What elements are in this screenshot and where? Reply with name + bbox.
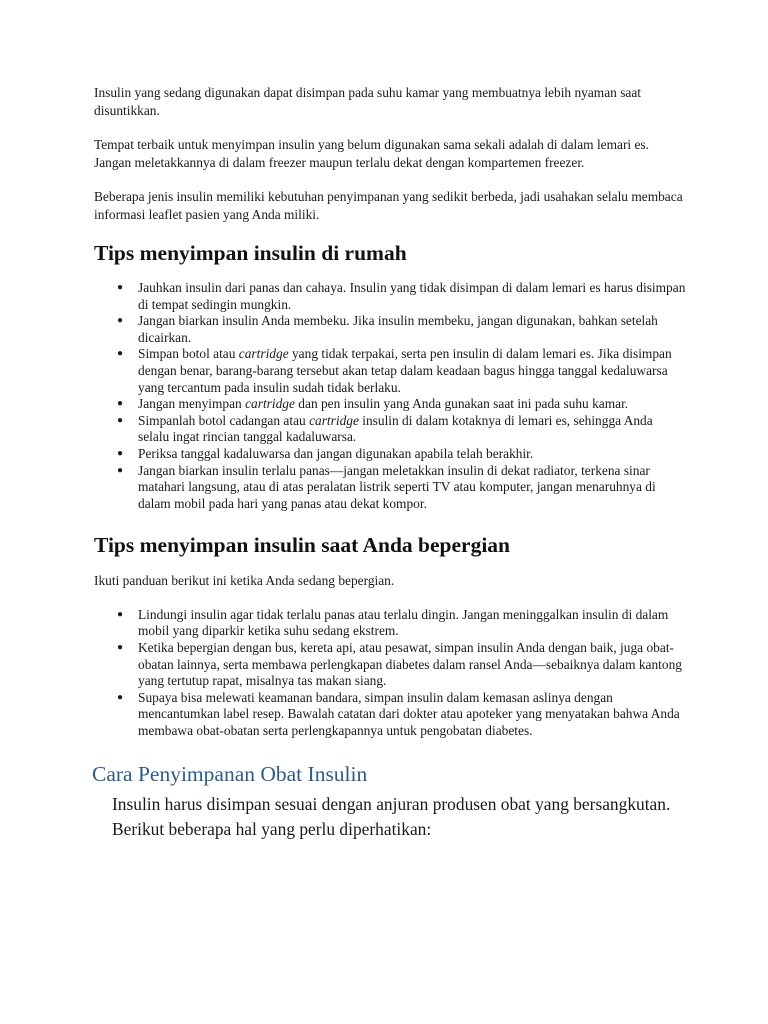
travel-tips-list: [94, 607, 686, 740]
list-item-text: Jangan menyimpan: [138, 396, 246, 412]
list-item-text: Lindungi insulin agar tidak terlalu panas atau terlalu dingin. Jangan meninggalkan insulin di dalam mobil yang diparkir ketika suhu sedang ekstrem.: [138, 606, 669, 639]
list-item: [117, 445, 686, 463]
list-item: [117, 412, 686, 446]
bullet-icon: ●: [117, 464, 124, 476]
list-item: [117, 313, 686, 346]
bullet-icon: ●: [117, 608, 124, 620]
list-item-text: Ketika bepergian dengan bus, kereta api, atau pesawat, simpan insulin Anda dengan baik, juga obat-obatan lainnya, serta membawa perlengkapan diabetes dalam ransel Anda—sebaiknya dalam kantong yang tertutup rapat, misalnya tas makan siang.: [138, 640, 682, 689]
bullet-icon: ●: [117, 414, 124, 426]
bullet-icon: ●: [117, 315, 124, 327]
bullet-icon: ●: [117, 348, 124, 360]
paragraph-storage-intro: Insulin harus disimpan sesuai dengan anjuran produsen obat yang bersangkutan. Berikut beberapa hal yang perlu diperhatikan:: [112, 793, 671, 839]
list-item: [117, 640, 686, 690]
heading-storage: Cara Penyimpanan Obat Insulin: [92, 761, 368, 786]
heading-home-tips: Tips menyimpan insulin di rumah: [94, 241, 407, 265]
heading-travel-tips: Tips menyimpan insulin saat Anda bepergian: [94, 533, 510, 558]
list-item: [117, 280, 686, 313]
home-tips-list: [94, 280, 686, 512]
bullet-icon: ●: [117, 282, 124, 293]
list-item-text: Jangan biarkan insulin terlalu panas—jangan meletakkan insulin di dekat radiator, terkena sinar matahari langsung, atau di atas peralatan listrik seperti TV atau komputer, jangan menaruhnya di dalam mobil pada hari yang panas atau dekat kompor.: [138, 462, 656, 511]
list-item: [117, 462, 686, 513]
list-item-emphasis: cartridge: [238, 346, 289, 362]
list-item-text: Simpan botol atau: [138, 346, 239, 362]
list-item: [117, 346, 686, 396]
list-item: [117, 606, 686, 640]
bullet-icon: ●: [117, 642, 124, 653]
list-item-text: dan pen insulin yang Anda gunakan saat ini pada suhu kamar.: [294, 396, 629, 412]
paragraph-leaflet: Beberapa jenis insulin memiliki kebutuhan penyimpanan yang sedikit berbeda, jadi usahakan selalu membaca informasi leaflet pasien yang Anda miliki.: [94, 189, 683, 222]
list-item-text: Periksa tanggal kadaluwarsa dan jangan digunakan apabila telah berakhir.: [138, 445, 534, 461]
list-item-text: Supaya bisa melewati keamanan bandara, simpan insulin dalam kemasan aslinya dengan mencantumkan label resep. Bawalah catatan dari dokter atau apoteker yang menyatakan bahwa Anda membawa obat-obatan serta perlengkapannya untuk pengobatan diabetes.: [138, 689, 680, 738]
document-page: [94, 84, 686, 842]
list-item-text: yang tidak terpakai, serta pen insulin di dalam lemari es. Jika disimpan dengan benar, barang-barang tersebut akan tetap dalam keadaan bagus hingga tanggal kedaluwarsa yang tercantum pada insulin sudah tidak berlaku.: [138, 346, 672, 395]
list-item-text: Simpanlah botol cadangan atau: [138, 412, 310, 428]
list-item-text: Jauhkan insulin dari panas dan cahaya. Insulin yang tidak disimpan di dalam lemari es harus disimpan di tempat sedingin mungkin.: [138, 280, 686, 312]
list-item-emphasis: cartridge: [245, 396, 295, 412]
paragraph-refrigerator: Tempat terbaik untuk menyimpan insulin yang belum digunakan sama sekali adalah di dalam lemari es. Jangan meletakkannya di dalam freezer maupun terlalu dekat dengan kompartemen freezer.: [94, 137, 649, 170]
list-item-emphasis: cartridge: [309, 412, 359, 428]
bullet-icon: ●: [117, 398, 124, 410]
paragraph-room-temperature: Insulin yang sedang digunakan dapat disimpan pada suhu kamar yang membuatnya lebih nyaman saat disuntikkan.: [94, 85, 642, 118]
list-item-text: insulin di dalam kotaknya di lemari es, sehingga Anda selalu ingat rincian tanggal kadaluwarsa.: [138, 412, 653, 445]
bullet-icon: ●: [117, 691, 124, 703]
paragraph-travel-intro: Ikuti panduan berikut ini ketika Anda sedang bepergian.: [94, 573, 395, 589]
list-item: [117, 396, 686, 413]
list-item-text: Jangan biarkan insulin Anda membeku. Jika insulin membeku, jangan digunakan, bahkan setelah dicairkan.: [138, 313, 658, 345]
list-item: [117, 689, 686, 740]
bullet-icon: ●: [117, 447, 124, 459]
